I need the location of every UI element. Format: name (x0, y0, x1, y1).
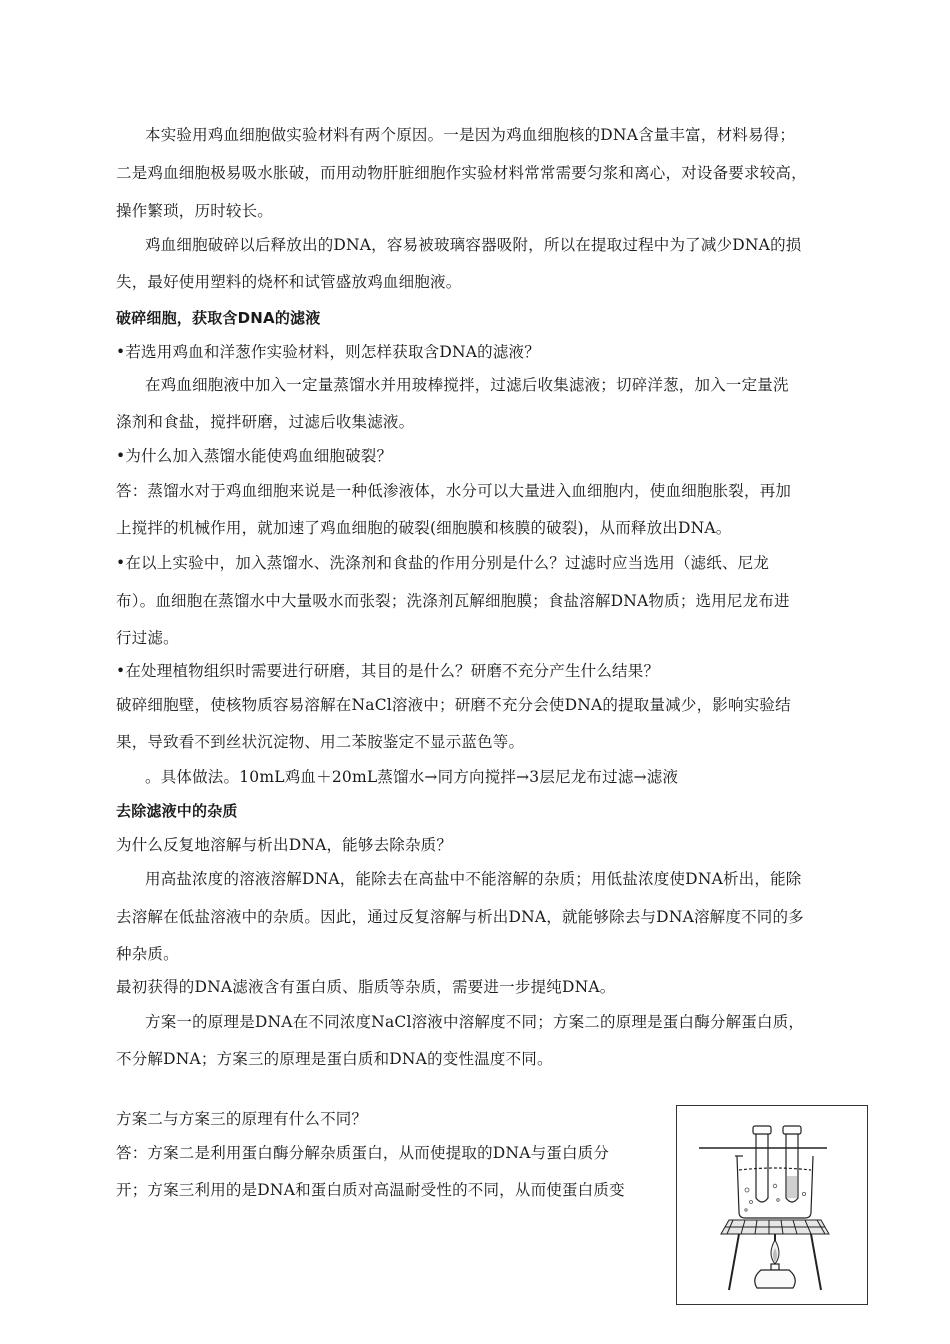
question-line: 方案二与方案三的原理有什么不同？ (116, 1110, 368, 1128)
question-line: •在以上实验中，加入蒸馏水、洗涤剂和食盐的作用分别是什么？过滤时应当选用（滤纸、尼龙 (116, 554, 770, 572)
paragraph-line: 鸡血细胞破碎以后释放出的DNA，容易被玻璃容器吸附，所以在提取过程中为了减少DNA的损 (145, 236, 802, 254)
section-heading: 去除滤液中的杂质 (116, 802, 238, 820)
paragraph-line: 操作繁琐，历时较长。 (116, 202, 274, 220)
paragraph-line: 本实验用鸡血细胞做实验材料有两个原因。一是因为鸡血细胞核的DNA含量丰富，材料易得； (145, 126, 796, 144)
section-heading: 破碎细胞，获取含DNA的滤液 (116, 309, 321, 327)
paragraph-line: 二是鸡血细胞极易吸水胀破，而用动物肝脏细胞作实验材料常常需要匀浆和离心，对设备要求较高， (116, 164, 807, 182)
answer-line: 上搅拌的机械作用，就加速了鸡血细胞的破裂(细胞膜和核膜的破裂)，从而释放出DNA。 (116, 519, 732, 537)
paragraph-line: 不分解DNA；方案三的原理是蛋白质和DNA的变性温度不同。 (116, 1050, 553, 1068)
question-line: •在处理植物组织时需要进行研磨，其目的是什么？研磨不充分产生什么结果？ (116, 662, 660, 680)
paragraph-line: 最初获得的DNA滤液含有蛋白质、脂质等杂质，需要进一步提纯DNA。 (116, 978, 616, 996)
question-line: 行过滤。 (116, 629, 179, 647)
answer-line: 用高盐浓度的溶液溶解DNA，能除去在高盐中不能溶解的杂质；用低盐浓度使DNA析出，能除 (145, 870, 802, 888)
answer-line: 果，导致看不到丝状沉淀物、用二苯胺鉴定不显示蓝色等。 (116, 733, 525, 751)
question-line: •为什么加入蒸馏水能使鸡血细胞破裂？ (116, 447, 393, 465)
apparatus-figure (676, 1105, 868, 1305)
question-line: •若选用鸡血和洋葱作实验材料，则怎样获取含DNA的滤液？ (116, 343, 540, 361)
question-line: 为什么反复地溶解与析出DNA，能够去除杂质？ (116, 836, 453, 854)
water-bath-apparatus-illustration (677, 1106, 867, 1304)
answer-line: 在鸡血细胞液中加入一定量蒸馏水并用玻棒搅拌，过滤后收集滤液；切碎洋葱，加入一定量洗 (145, 376, 789, 394)
paragraph-line: 方案一的原理是DNA在不同浓度NaCl溶液中溶解度不同；方案二的原理是蛋白酶分解蛋白质， (145, 1013, 805, 1031)
paragraph-line: 失，最好使用塑料的烧杯和试管盛放鸡血细胞液。 (116, 273, 462, 291)
question-line: 布）。血细胞在蒸馏水中大量吸水而张裂；洗涤剂瓦解细胞膜；食盐溶解DNA物质；选用尼龙布进 (116, 592, 790, 610)
answer-line: 答：蒸馏水对于鸡血细胞来说是一种低渗液体，水分可以大量进入血细胞内，使血细胞胀裂，再加 (116, 482, 792, 500)
answer-line: 破碎细胞壁，使核物质容易溶解在NaCl溶液中；研磨不充分会使DNA的提取量减少，影响实验结 (116, 696, 791, 714)
answer-line: 种杂质。 (116, 945, 179, 963)
method-line: 。具体做法。10mL鸡血＋20mL蒸馏水→同方向搅拌→3层尼龙布过滤→滤液 (145, 768, 679, 786)
answer-line: 去溶解在低盐溶液中的杂质。因此，通过反复溶解与析出DNA，就能够除去与DNA溶解度不同的多 (116, 908, 804, 926)
answer-line: 涤剂和食盐，搅拌研磨，过滤后收集滤液。 (116, 413, 415, 431)
answer-line: 开；方案三利用的是DNA和蛋白质对高温耐受性的不同，从而使蛋白质变 (116, 1181, 625, 1199)
answer-line: 答：方案二是利用蛋白酶分解杂质蛋白，从而使提取的DNA与蛋白质分 (116, 1144, 610, 1162)
